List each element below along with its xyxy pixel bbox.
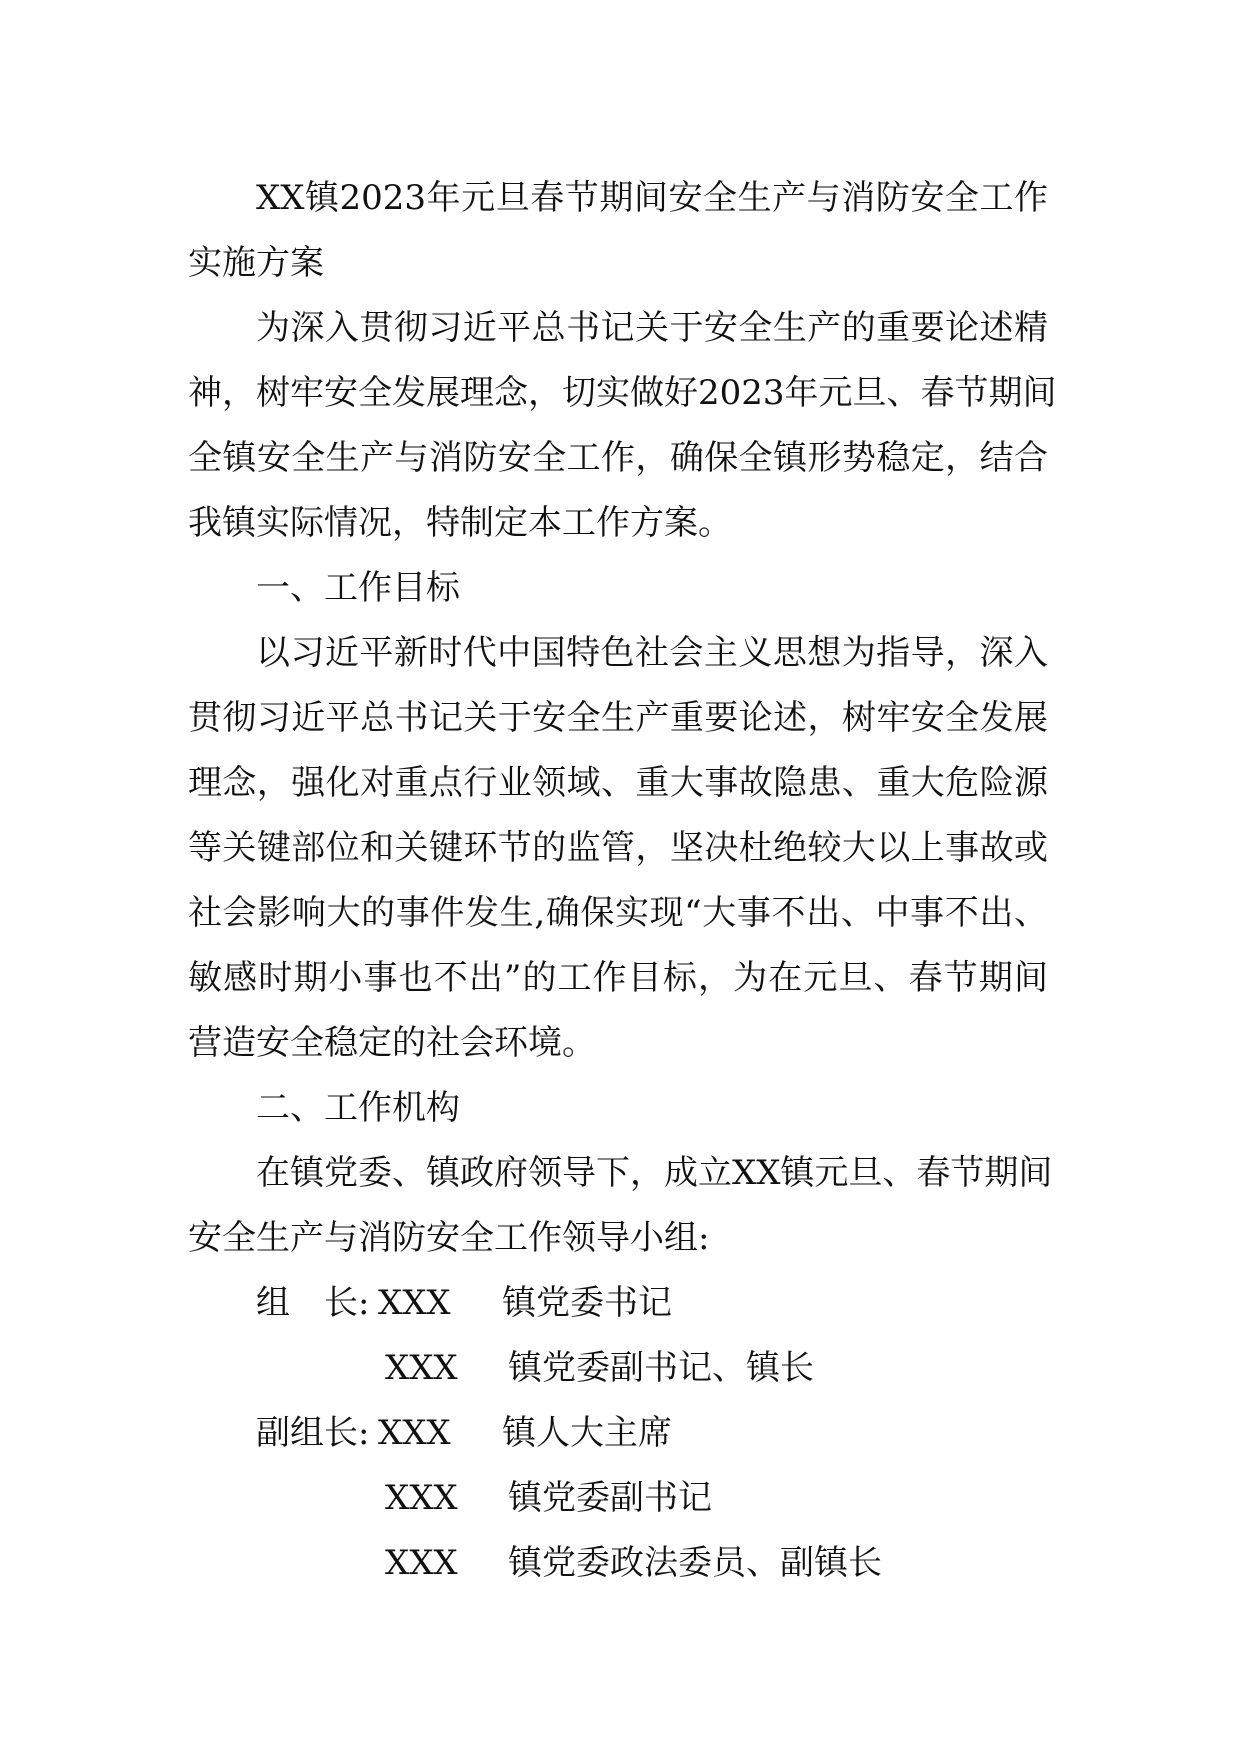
roster-row [188,1466,1048,1531]
paragraph-line: 以习近平新时代中国特色社会主义思想为指导，深入 [256,633,1048,673]
roster-role: 组 长: [256,1283,370,1323]
document-page [188,166,1057,1596]
section-heading-goals: 一、工作目标 [256,568,460,608]
paragraph-line: 贯彻习近平总书记关于安全生产重要论述，树牢安全发展 [188,698,1048,738]
section-heading-organization: 二、工作机构 [256,1088,460,1128]
paragraph-line: 敏感时期小事也不出”的工作目标，为在元旦、春节期间 [188,958,1048,998]
paragraph-line: 全镇安全生产与消防安全工作，确保全镇形势稳定，结合 [188,438,1048,478]
leadership-roster [188,1271,1048,1596]
roster-title: 镇党委副书记、镇长 [508,1348,814,1388]
title-line: 实施方案 [188,243,324,283]
paragraph-line: 社会影响大的事件发生,确保实现“大事不出、中事不出、 [188,893,1048,933]
document-title [188,166,1048,296]
organization-paragraph [188,1141,1053,1271]
roster-title: 镇党委副书记 [508,1478,712,1518]
roster-name: XXX [385,1478,458,1518]
roster-name: XXX [378,1413,451,1453]
roster-row [188,1271,1048,1336]
paragraph-line: 营造安全稳定的社会环境。 [188,1023,596,1063]
roster-row [188,1531,1048,1596]
roster-row [188,1336,1048,1401]
paragraph-line: 为深入贯彻习近平总书记关于安全生产的重要论述精 [256,308,1048,348]
title-line: XX镇2023年元旦春节期间安全生产与消防安全工作 [256,178,1048,218]
roster-title: 镇党委政法委员、副镇长 [508,1543,882,1583]
goals-paragraph [188,621,1048,1076]
paragraph-line: 等关键部位和关键环节的监管，坚决杜绝较大以上事故或 [188,828,1048,868]
roster-title: 镇党委书记 [502,1283,672,1323]
intro-paragraph [188,296,1057,556]
paragraph-line: 我镇实际情况，特制定本工作方案。 [188,503,732,543]
paragraph-line: 理念，强化对重点行业领域、重大事故隐患、重大危险源 [188,763,1048,803]
roster-row [188,1401,1048,1466]
roster-role: 副组长: [256,1413,370,1453]
paragraph-line: 在镇党委、镇政府领导下，成立XX镇元旦、春节期间 [256,1153,1053,1193]
paragraph-line: 神，树牢安全发展理念，切实做好2023年元旦、春节期间 [188,373,1057,413]
roster-title: 镇人大主席 [502,1413,672,1453]
roster-name: XXX [378,1283,451,1323]
paragraph-line: 安全生产与消防安全工作领导小组: [188,1218,710,1258]
roster-name: XXX [385,1543,458,1583]
roster-name: XXX [385,1348,458,1388]
